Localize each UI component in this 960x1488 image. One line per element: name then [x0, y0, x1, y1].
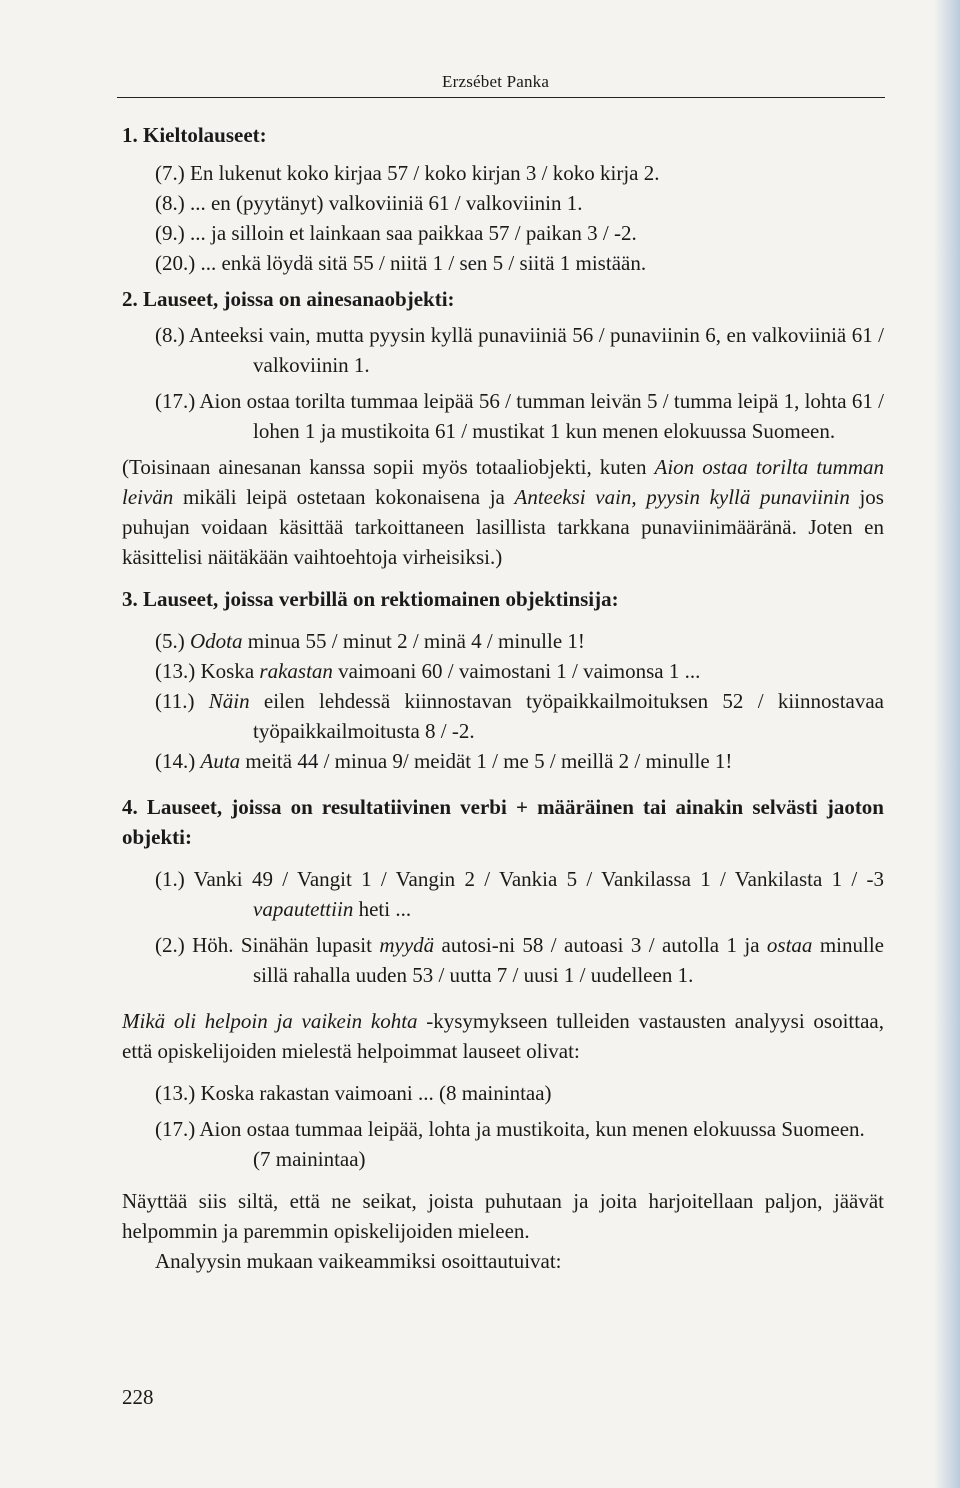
section-4-heading: 4. Lauseet, joissa on resultatiivinen verbi + määräinen tai ainakin selvästi jaoton objekti: [122, 795, 884, 849]
analysis-conclusion: Näyttää siis siltä, että ne seikat, joista puhutaan ja joita harjoitellaan paljon, jäävät helpommin ja paremmin opiskelijoiden mieleen. [122, 1189, 884, 1243]
s1-item: (20.) ... enkä löydä sitä 55 / niitä 1 / sen 5 / siitä 1 mistään. [155, 251, 647, 275]
page-number: 228 [122, 1385, 154, 1409]
section-1-heading: 1. Kieltolauseet: [122, 123, 267, 147]
analysis-followup: Analyysin mukaan vaikeammiksi osoittautuivat: [155, 1249, 562, 1273]
s3-item: (11.) Näin eilen lehdessä kiinnostavan työpaikkailmoituksen 52 / kiinnostavaa työpaikkailmoitusta 8 / -2. [155, 689, 884, 743]
section-2-heading: 2. Lauseet, joissa on ainesanaobjekti: [122, 287, 455, 311]
analysis-item: (17.) Aion ostaa tummaa leipää, lohta ja mustikoita, kun menen elokuussa Suomeen. (7 mainintaa) [155, 1117, 865, 1171]
running-header-author: Erzsébet Panka [442, 72, 550, 91]
s3-item: (5.) Odota minua 55 / minut 2 / minä 4 / minulle 1! [155, 629, 585, 653]
s2-note: (Toisinaan ainesanan kanssa sopii myös totaaliobjekti, kuten Aion ostaa torilta tumman leivän mikäli leipä ostetaan kokonaisena ja Anteeksi vain, pyysin kyllä punaviinin jos puhujan voidaan käsittää tarkoittaneen lasillista tarkkana punaviinimääränä. Joten en käsittelisi näitäkään vaihtoehtoja virheisiksi.) [122, 455, 884, 569]
s1-item: (7.) En lukenut koko kirjaa 57 / koko kirjan 3 / koko kirja 2. [155, 161, 660, 185]
s1-item: (8.) ... en (pyytänyt) valkoviiniä 61 / valkoviinin 1. [155, 191, 583, 215]
s4-item: (1.) Vanki 49 / Vangit 1 / Vangin 2 / Vankia 5 / Vankilassa 1 / Vankilasta 1 / -3 vapautettiin heti ... [155, 867, 884, 921]
s2-item: (17.) Aion ostaa torilta tummaa leipää 56 / tumman leivän 5 / tumma leipä 1, lohta 61 / lohen 1 ja mustikoita 61 / mustikat 1 kun menen elokuussa Suomeen. [155, 389, 884, 443]
main-text [122, 120, 884, 1276]
s2-item: (8.) Anteeksi vain, mutta pyysin kyllä punaviiniä 56 / punaviinin 6, en valkoviiniä 61 / valkoviinin 1. [155, 323, 884, 377]
s3-item: (13.) Koska rakastan vaimoani 60 / vaimostani 1 / vaimonsa 1 ... [155, 659, 701, 683]
page-edge-shadow [934, 0, 960, 1488]
s3-item: (14.) Auta meitä 44 / minua 9/ meidät 1 / me 5 / meillä 2 / minulle 1! [155, 749, 733, 773]
header-rule [117, 97, 885, 98]
s4-item: (2.) Höh. Sinähän lupasit myydä autosi-ni 58 / autoasi 3 / autolla 1 ja ostaa minulle sillä rahalla uuden 53 / uutta 7 / uusi 1 / uudelleen 1. [155, 933, 884, 987]
analysis-intro: Mikä oli helpoin ja vaikein kohta -kysymykseen tulleiden vastausten analyysi osoittaa, että opiskelijoiden mielestä helpoimmat lauseet olivat: [122, 1009, 884, 1063]
section-3-heading: 3. Lauseet, joissa verbillä on rektiomainen objektinsija: [122, 587, 619, 611]
s1-item: (9.) ... ja silloin et lainkaan saa paikkaa 57 / paikan 3 / -2. [155, 221, 637, 245]
analysis-item: (13.) Koska rakastan vaimoani ... (8 mainintaa) [155, 1081, 552, 1105]
